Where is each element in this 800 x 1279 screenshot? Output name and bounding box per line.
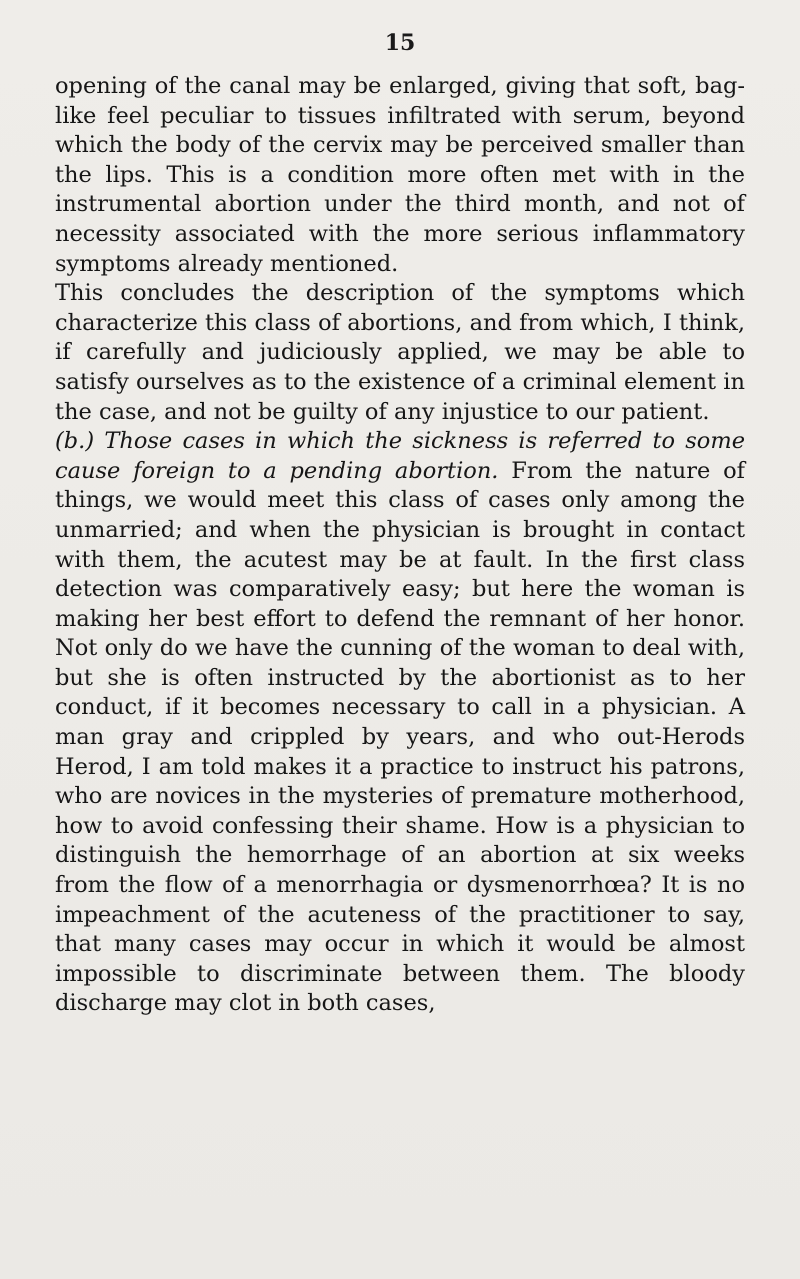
paragraph-class-b — [55, 427, 745, 1019]
section-label: (b.) — [55, 428, 95, 455]
paragraph-continued: opening of the canal may be enlarged, giving that soft, bag-like feel peculiar to tissues infiltrated with serum, beyond which the body of the cervix may be perceived smaller than the lips. This is a condition more often met with in the instrumental abortion under the third month, and not of necessity associated with the more serious inflammatory symptoms already mentioned. — [55, 73, 745, 277]
page-number: 15 — [384, 30, 416, 56]
section-body: From the nature of things, we would meet this class of cases only among the unmarried; and when the physician is brought in contact with them, the acutest may be at fault. In the first class detection was comparatively easy; but here the woman is making her best effort to defend the remnant of her honor. Not only do we have the cunning of the woman to deal with, but she is often instructed by the abortionist as to her conduct, if it becomes necessary to call in a physician. A man gray and crippled by years, and who out-Herods Herod, I am told makes it a practice to instruct his patrons, who are novices in the mysteries of premature motherhood, how to avoid confessing their shame. How is a physician to distinguish the hemorrhage of an abortion at six weeks from the flow of a menorrhagia or dysmenorrhœa? It is no impeachment of the acuteness of the practitioner to say, that many cases may occur in which it would be almost impossible to discriminate between them. The bloody discharge may clot in both cases, — [55, 457, 745, 1017]
page-body-text — [55, 72, 745, 1019]
paragraph-conclusion: This concludes the description of the symptoms which characterize this class of abortions, and from which, I think, if carefully and judiciously applied, we may be able to satisfy ourselves as to the existence of a criminal element in the case, and not be guilty of any injustice to our patient. — [55, 280, 745, 425]
section-heading: Those cases in which the sickness is referred to some cause foreign to a pending abortion. — [55, 428, 746, 484]
